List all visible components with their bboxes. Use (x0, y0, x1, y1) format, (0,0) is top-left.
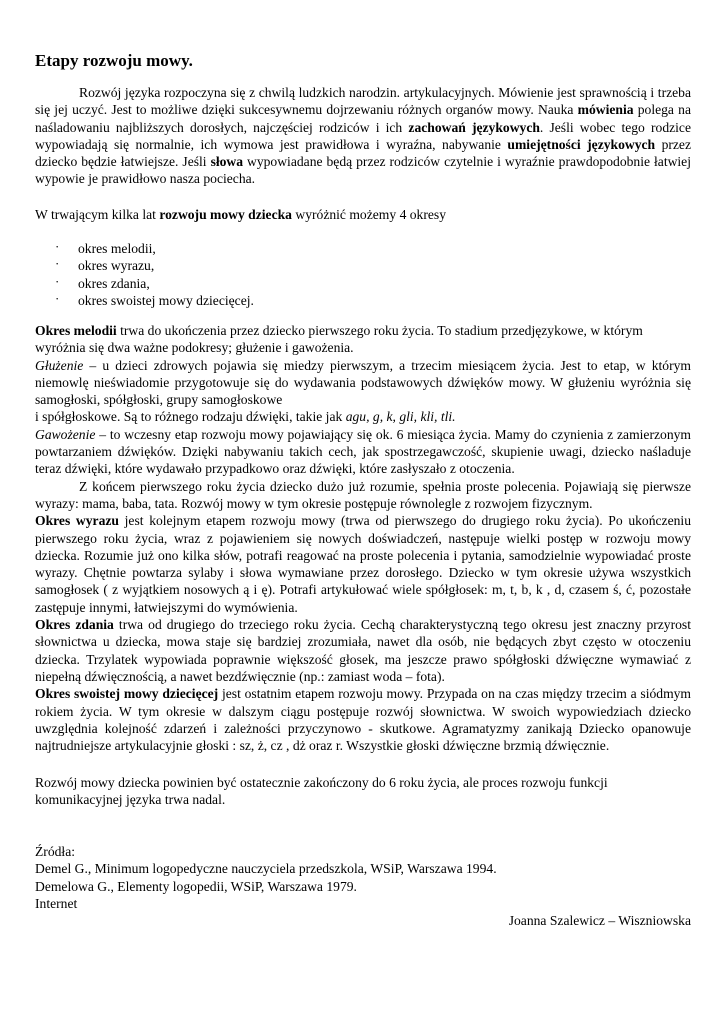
bold-term: Okres swoistej mowy dziecięcej (35, 686, 219, 702)
list-item-label: okres zdania, (78, 275, 150, 291)
author-signature: Joanna Szalewicz – Wiszniowska (508, 913, 691, 929)
italic-term: Głużenie (35, 357, 84, 373)
source-item: Demelowa G., Elementy logopedii, WSiP, Warszawa 1979. (35, 878, 357, 894)
bold-term: umiejętności językowych (507, 136, 656, 152)
text-run: jest ostatnim etapem rozwoju mowy. Przypada on na czas między trzecim a siódmym rokiem życia. W tym okresie w dalszym ciągu postępuje rozwój słownictwa. W swoich wypowiedziach dziecko uwzględnia kolejność zdarzeń i zależności przyczynowo - skutkowe. Agramatyzmy zanikają Dziecko opanowuje najtrudniejsze artykulacyjnie głoski : sz, ż, cz , dż oraz r. Wszystkie głoski dźwięczne brzmią dźwięcznie. (35, 686, 692, 754)
bold-term: Okres wyrazu (35, 513, 119, 529)
bold-term: słowa (210, 154, 244, 170)
bold-term: mówienia (577, 102, 634, 118)
bold-term: rozwoju mowy dziecka (159, 207, 292, 222)
bold-term: zachowań językowych (408, 119, 540, 135)
bullet-icon: · (55, 273, 60, 289)
melody-paragraph (35, 322, 691, 357)
gawozenie-paragraph (35, 426, 691, 478)
periods-list (35, 240, 691, 309)
bold-term: Okres melodii (35, 323, 117, 338)
text-run: trwa od drugiego do trzeciego roku życia. Cechą charakterystyczną tego okresu jest znaczny przyrost słownictwa u dziecka, mowa staje się bardziej zrozumiała, nawet dla osób, nie będących zbyt często w otoczeniu dziecka. Trzylatek wypowiada poprawnie większość głosek, ma jeszcze prawo spółgłoski dźwięczne wymawiać z niepełną dźwięcznością, a nawet bezdźwięcznie (np.: zamiast woda – fota). (35, 617, 691, 684)
list-item (35, 240, 691, 257)
text-run: Z końcem pierwszego roku życia dziecko dużo już rozumie, spełnia proste polecenia. Pojawiają się pierwsze wyrazy: mama, baba, tata. Rozwój mowy w tym okresie postępuje równolegle z rozwojem fizycznym. (35, 478, 691, 511)
list-item-label: okres swoistej mowy dziecięcej. (78, 292, 254, 308)
bold-term: Okres zdania (35, 617, 114, 633)
text-run: i spółgłoskowe. Są to różnego rodzaju dźwięki, takie jak (35, 409, 346, 425)
bullet-icon: · (55, 239, 60, 254)
conclusion-paragraph: Rozwój mowy dziecka powinien być ostatecznie zakończony do 6 roku życia, ale proces rozwoju funkcji komunikacyjnej języka trwa nadal. (35, 775, 608, 808)
first-year-paragraph (35, 478, 691, 513)
text-run: W trwającym kilka lat (35, 207, 160, 222)
bullet-icon: · (55, 290, 60, 306)
text-run: polega na naśladowaniu najbliższych dorosłych, najczęściej rodziców i ich (35, 102, 691, 135)
sources-heading: Źródła: (35, 844, 76, 859)
list-item (35, 292, 691, 309)
text-run: wyróżnić możemy 4 okresy (291, 207, 447, 222)
text-run: jest kolejnym etapem rozwoju mowy (trwa od pierwszego do drugiego roku życia). Po ukończeniu pierwszego roku życia, wraz z pojawieniem się nowych doświadczeń, następuje wielki postęp w rozwoju mowy dziecka. Rozumie już ono kilka słów, potrafi reagować na proste polecenia i pytania, samodzielnie wypowiadać proste wyrazy. Chętnie powtarza sylaby i słowa wymawiane przez dorosłego. Dziecko w tym okresie używa wszystkich samogłosek ( z wyjątkiem nosowych ą i ę). Potrafi artykułować wiele spółgłosek: m, t, b, k , d, czasem ś, ć, pozostałe zastępuje innymi, łatwiejszymi do wymówienia. (35, 513, 691, 615)
gluzenie-paragraph (35, 357, 691, 409)
italic-term: agu, g, k, gli, kli, tli. (345, 409, 456, 425)
bullet-icon: · (55, 256, 60, 272)
intro-paragraph (35, 84, 691, 188)
text-run: . Jeśli wobec tego rodzice wypowiadają się normalnie, ich wymowa jest prawidłowa i wyraźna, nabywanie (35, 119, 692, 152)
word-period-paragraph (35, 512, 691, 616)
document-title: Etapy rozwoju mowy. (35, 51, 193, 70)
source-item: Internet (35, 895, 78, 911)
text-run: – to wczesny etap rozwoju mowy pojawiający się ok. 6 miesiąca życia. Mamy do czynienia z zamierzonym powtarzaniem dźwięków. Dzięki nabywaniu takich cech, jak spostrzegawczość, skupienie uwagi, dziecko naśladuje teraz dźwięki, które wydawało przypadkowo oraz dźwięki, które zasłyszało z otoczenia. (35, 426, 691, 477)
text-run: trwa do ukończenia przez dziecko pierwszego roku życia. To stadium przedjęzykowe, w którym wyróżnia się dwa ważne podokresy; głużenie i gawożenia. (35, 323, 643, 356)
list-item (35, 275, 691, 292)
text-run: wypowiadane będą przez rodziców czytelnie i wyraźnie prawdopodobnie łatwiej wypowie je prawidłowo nasza pociecha. (35, 154, 691, 187)
list-item-label: okres wyrazu, (78, 258, 155, 274)
gluzenie-continuation (35, 408, 691, 425)
source-item: Demel G., Minimum logopedyczne nauczyciela przedszkola, WSiP, Warszawa 1994. (35, 861, 497, 877)
list-item (35, 257, 691, 274)
periods-intro (35, 206, 691, 223)
melody-section (35, 322, 691, 754)
sentence-period-paragraph (35, 616, 691, 685)
sources-section (35, 843, 691, 929)
text-run: Rozwój języka rozpoczyna się z chwilą ludzkich narodzin. artykulacyjnych. Mówienie jest sprawnością i trzeba się jej uczyć. Jest to możliwe dzięki sukcesywnemu dojrzewaniu różnych organów mowy. Nauka (35, 85, 691, 118)
child-speech-paragraph (35, 685, 691, 754)
text-run: – u dzieci zdrowych pojawia się miedzy pierwszym, a trzecim miesiącem życia. Jest to etap, w którym niemowlę nieświadomie przygotowuje się do wydawania podstawowych dźwięków mowy. W głużeniu wyróżnia się samogłoski, spółgłoski, grupy samogłoskowe (35, 357, 691, 408)
text-run: przez dziecko będzie łatwiejsze. Jeśli (35, 136, 691, 170)
list-item-label: okres melodii, (78, 241, 156, 256)
italic-term: Gawożenie (35, 426, 96, 442)
